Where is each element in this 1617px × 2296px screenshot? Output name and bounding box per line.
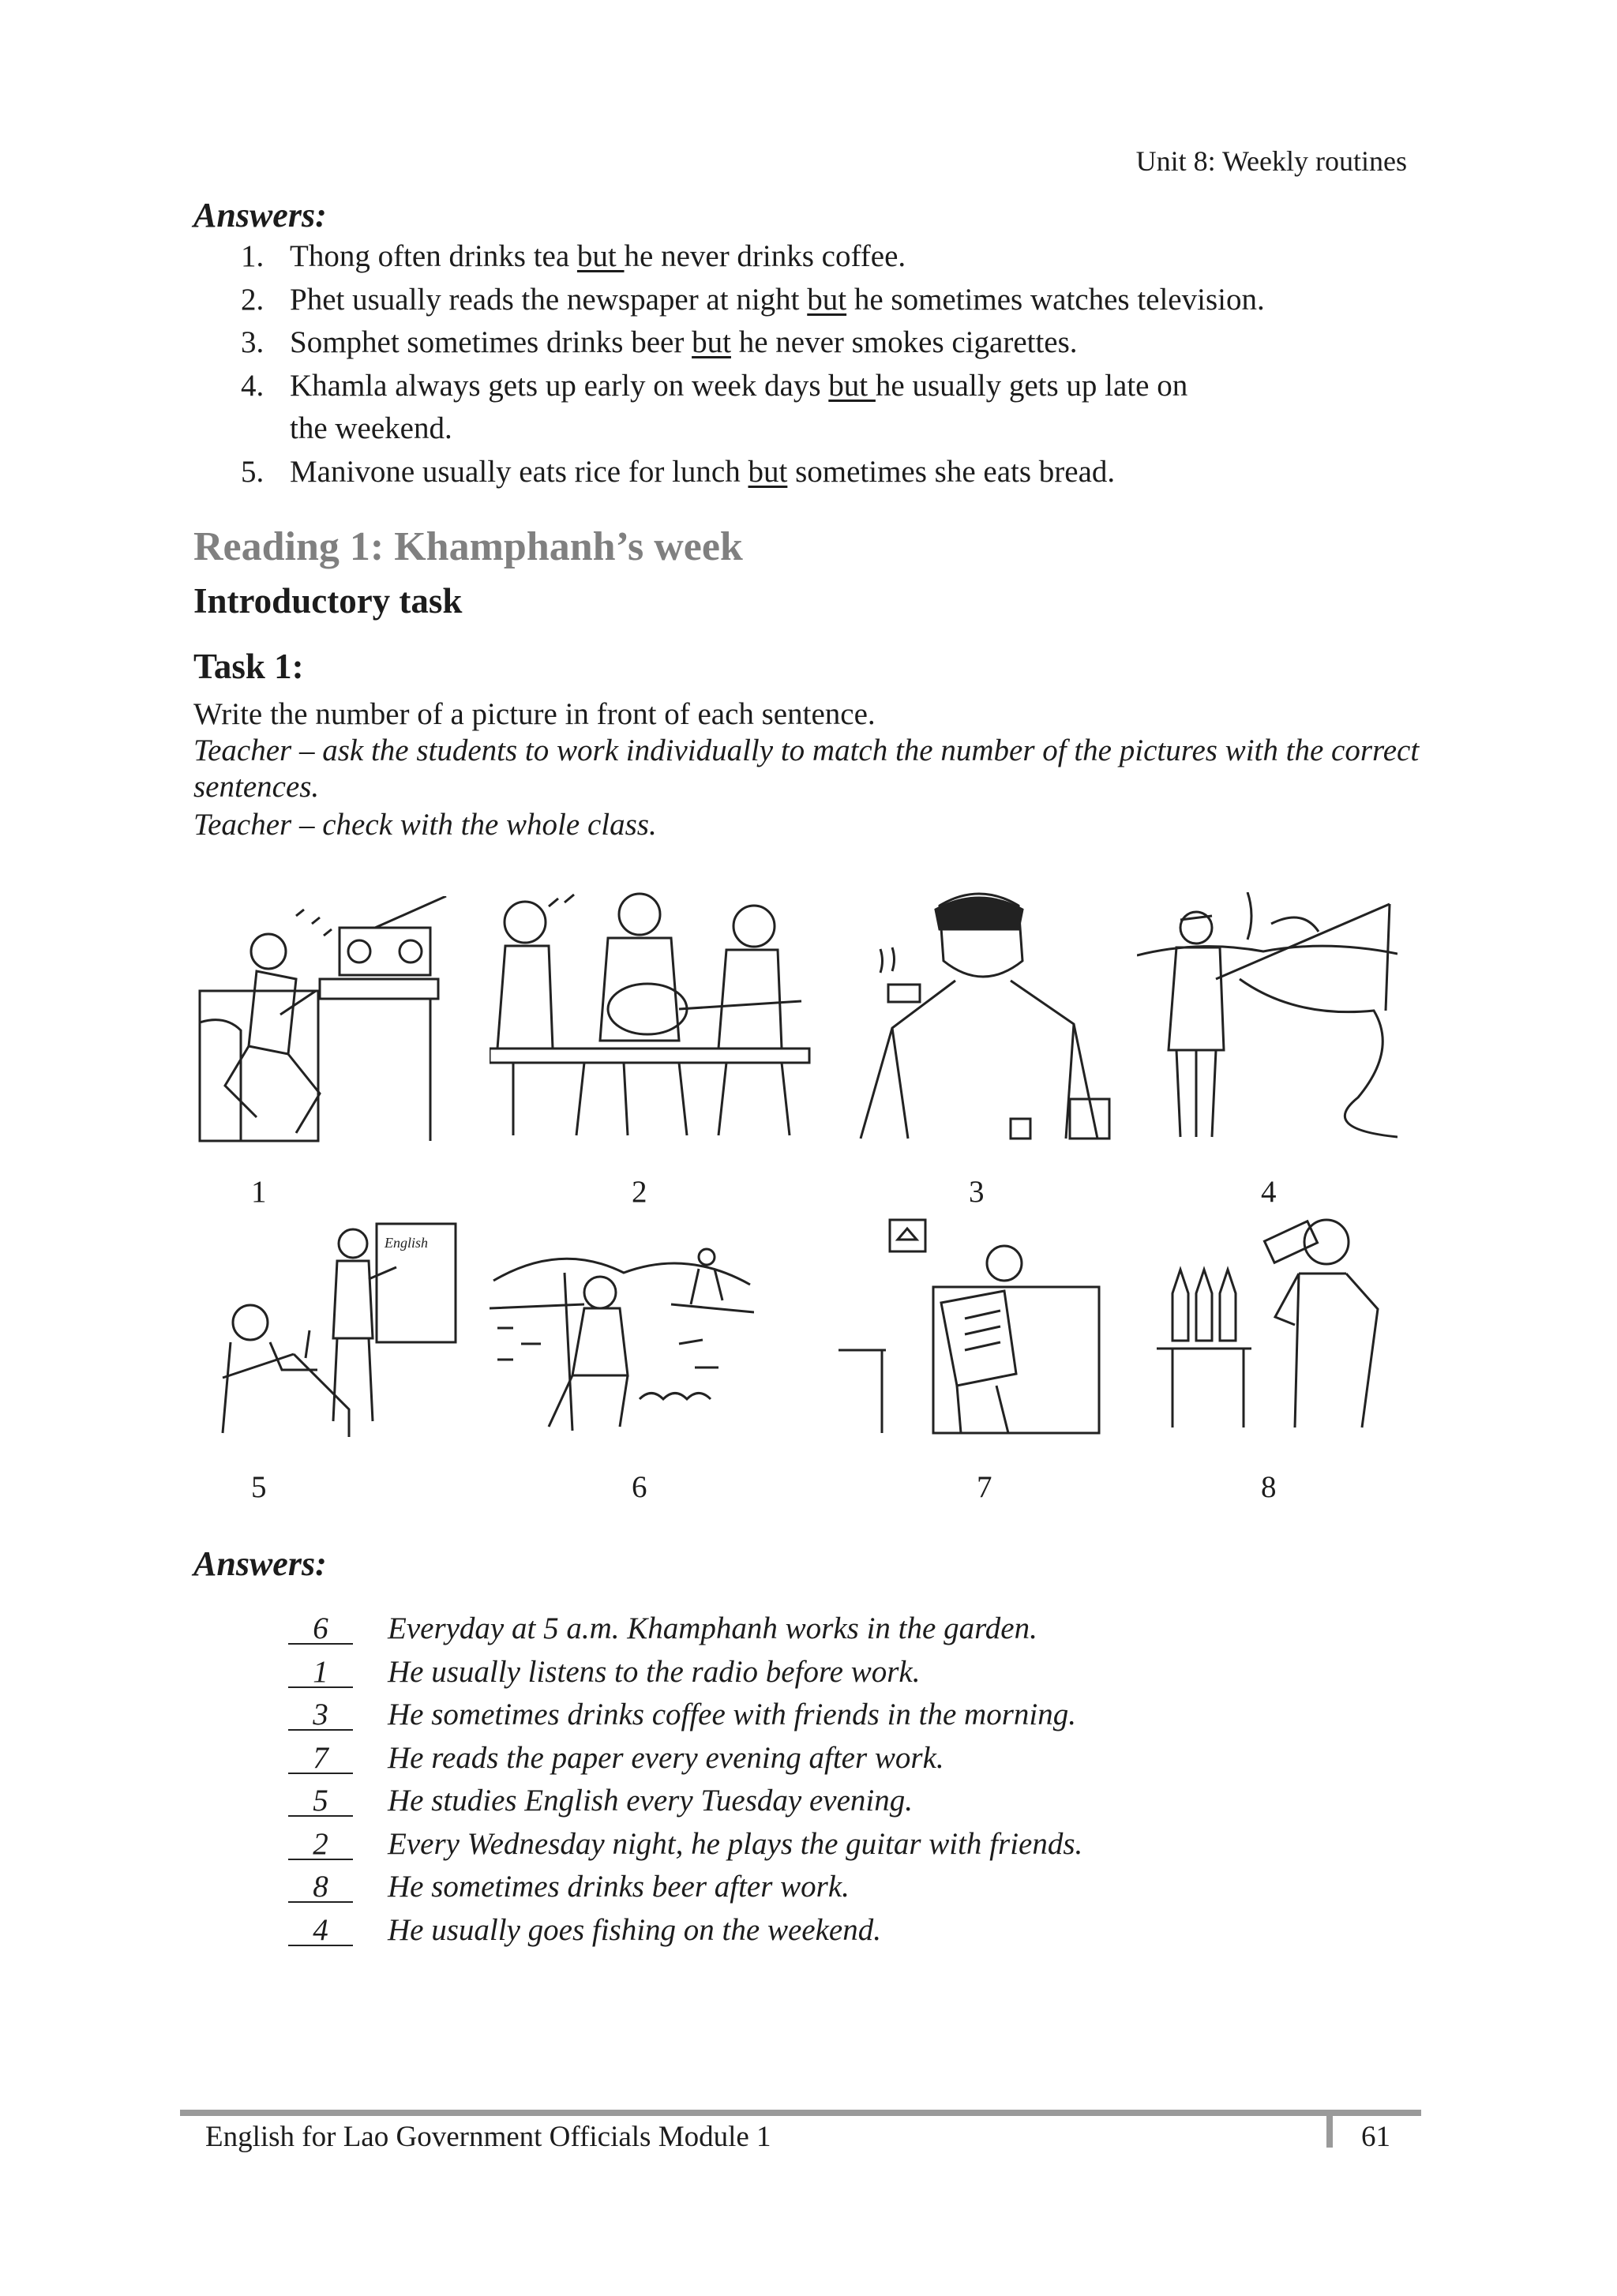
answer-number: 3. (241, 325, 264, 359)
task-instruction: Write the number of a picture in front of each sentence. (193, 697, 876, 731)
answers-list (193, 235, 1425, 493)
answer-number: 5. (241, 454, 264, 489)
conjunction: but (828, 368, 876, 403)
teacher-note: Teacher – ask the students to work individually to match the number of the pictures with the correct sentences. (193, 733, 1420, 804)
matching-answer-row (288, 1912, 1082, 1956)
picture-number: 5 (251, 1470, 267, 1504)
conjunction: but (692, 325, 731, 359)
radio-listening-illustration (193, 896, 454, 1145)
answers-heading: Answers: (193, 196, 327, 234)
matching-answer-row (288, 1611, 1082, 1654)
matching-answer-row (288, 1783, 1082, 1826)
picture-number: 7 (977, 1470, 992, 1504)
answer-text: Khamla always gets up early on week days (290, 368, 829, 403)
footer-rule (180, 2110, 1421, 2116)
answer-blank: 2 (288, 1830, 353, 1860)
answer-text: he sometimes watches television. (846, 282, 1265, 317)
answer-blank: 5 (288, 1787, 353, 1817)
picture-number: 2 (632, 1175, 647, 1209)
answer-text: Somphet sometimes drinks beer (290, 325, 692, 359)
answer-item (193, 235, 1425, 279)
picture-number: 6 (632, 1470, 647, 1504)
conjunction: but (807, 282, 847, 317)
answer-blank: 4 (288, 1916, 353, 1946)
sentence-text: He sometimes drinks coffee with friends in the morning. (388, 1698, 1076, 1731)
guitar-friends-illustration (490, 891, 813, 1145)
beer-drinking-illustration (1157, 1214, 1405, 1437)
answer-blank: 8 (288, 1873, 353, 1903)
newspaper-reading-illustration (839, 1216, 1107, 1439)
english-class-illustration (207, 1220, 458, 1437)
coffee-drinking-illustration (845, 886, 1121, 1145)
sentence-text: He reads the paper every evening after work. (388, 1740, 944, 1775)
page-number: 61 (1361, 2121, 1390, 2153)
answer-item (193, 279, 1425, 322)
board-text: English (385, 1235, 429, 1251)
matching-answer-row (288, 1869, 1082, 1912)
sentence-text: Everyday at 5 a.m. Khamphanh works in the garden. (388, 1611, 1037, 1645)
running-header: Unit 8: Weekly routines (1135, 145, 1407, 177)
answer-text: he never drinks coffee. (624, 239, 906, 273)
answer-blank: 3 (288, 1701, 353, 1731)
answer-text: he never smokes cigarettes. (730, 325, 1078, 359)
answers-heading: Answers: (193, 1544, 327, 1583)
subsection-title: Introductory task (193, 581, 463, 621)
garden-work-illustration (490, 1225, 754, 1437)
teacher-note: Teacher – check with the whole class. (193, 808, 657, 842)
sentence-text: He usually goes fishing on the weekend. (388, 1912, 881, 1947)
matching-answer-row (288, 1826, 1082, 1870)
answer-number: 4. (241, 368, 264, 403)
section-title: Reading 1: Khamphanh’s week (193, 524, 743, 569)
conjunction: but (748, 454, 788, 489)
sentence-text: He sometimes drinks beer after work. (388, 1870, 850, 1904)
matching-answer-row (288, 1697, 1082, 1740)
answer-item (193, 451, 1425, 494)
task-title: Task 1: (193, 647, 304, 686)
footer-divider (1326, 2110, 1333, 2148)
answer-text: he usually gets up late on the weekend. (290, 368, 1188, 445)
picture-number: 3 (969, 1175, 985, 1209)
answer-blank: 1 (288, 1658, 353, 1688)
sentence-text: He studies English every Tuesday evening. (388, 1784, 913, 1818)
picture-number: 1 (251, 1175, 267, 1209)
matching-answer-row (288, 1654, 1082, 1698)
answer-number: 1. (241, 239, 264, 273)
answer-text: Thong often drinks tea (290, 239, 577, 273)
footer-title: English for Lao Government Officials Module 1 (205, 2121, 771, 2153)
answer-text: Manivone usually eats rice for lunch (290, 454, 748, 489)
fishing-illustration (1137, 892, 1398, 1145)
matching-answer-row (288, 1740, 1082, 1784)
matching-answers-list (288, 1611, 1082, 1955)
picture-number: 8 (1261, 1470, 1277, 1504)
answer-text: sometimes she eats bread. (787, 454, 1116, 489)
answer-blank: 7 (288, 1744, 353, 1774)
answer-item (193, 365, 1425, 451)
answer-number: 2. (241, 282, 264, 317)
answer-item (193, 321, 1425, 365)
sentence-text: Every Wednesday night, he plays the guitar with friends. (388, 1826, 1083, 1861)
answer-blank: 6 (288, 1615, 353, 1645)
sentence-text: He usually listens to the radio before work. (388, 1654, 921, 1689)
picture-number: 4 (1261, 1175, 1277, 1209)
conjunction: but (576, 239, 625, 273)
answer-text: Phet usually reads the newspaper at night (290, 282, 808, 317)
